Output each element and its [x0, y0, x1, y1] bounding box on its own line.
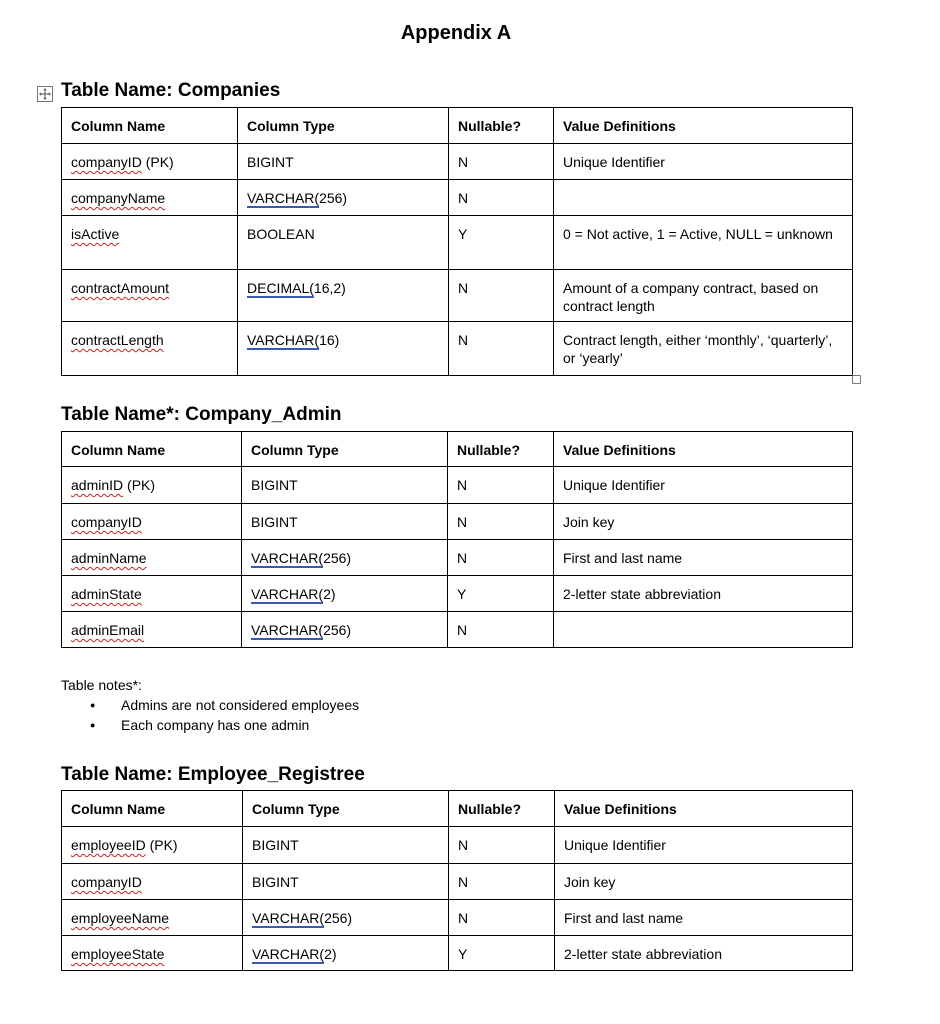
table-row: [62, 467, 853, 504]
table-row: [62, 827, 853, 864]
column-name-cell: [62, 900, 243, 936]
nullable-cell: N: [449, 180, 554, 216]
company-admin-table: [61, 431, 853, 648]
column-type-cell: [243, 827, 449, 864]
definition-cell: Unique Identifier: [554, 144, 853, 180]
nullable-cell: N: [449, 144, 554, 180]
nullable-cell: Y: [449, 216, 554, 270]
header-cell: Column Type: [242, 432, 448, 467]
column-type: BOOLEAN: [247, 226, 315, 242]
header-cell: Value Definitions: [555, 791, 853, 827]
column-name-cell: [62, 612, 242, 648]
column-type-link: DECIMAL(: [247, 280, 314, 296]
header-cell: Nullable?: [448, 432, 554, 467]
column-name-cell: [62, 216, 238, 270]
column-type-cell: [238, 180, 449, 216]
nullable-cell: N: [448, 612, 554, 648]
list-item: ● Admins are not considered employees: [61, 695, 359, 715]
column-type-cell: [242, 504, 448, 540]
table-row: [62, 180, 853, 216]
column-type-link: VARCHAR(: [251, 586, 324, 602]
column-name: companyID: [71, 514, 142, 530]
column-name: companyName: [71, 190, 166, 206]
nullable-cell: N: [448, 504, 554, 540]
definition-cell: First and last name: [554, 540, 853, 576]
table-row: [62, 144, 853, 180]
header-cell: Column Name: [62, 432, 242, 467]
table-title-companies: Table Name: Companies: [61, 80, 281, 101]
column-type-cell: [242, 576, 448, 612]
table-row: [62, 936, 853, 971]
column-type-link: VARCHAR(: [247, 190, 320, 206]
list-item: ● Each company has one admin: [61, 715, 359, 735]
column-type: BIGINT: [251, 477, 298, 493]
column-name: employeeState: [71, 946, 165, 962]
column-type: 256): [323, 550, 352, 566]
column-type-cell: [238, 216, 449, 270]
table-row: [62, 216, 853, 270]
column-name-cell: [62, 504, 242, 540]
notes-list: [61, 695, 359, 735]
notes-heading: Table notes*:: [61, 677, 142, 693]
column-type: BIGINT: [252, 837, 299, 853]
column-name-cell: [62, 467, 242, 504]
table-row: [62, 540, 853, 576]
column-name: employeeName: [71, 910, 170, 926]
table-row: [62, 270, 853, 322]
column-type-cell: [243, 936, 449, 971]
column-type-cell: [238, 322, 449, 376]
definition-cell: First and last name: [555, 900, 853, 936]
header-cell: Nullable?: [449, 108, 554, 144]
nullable-cell: N: [449, 322, 554, 376]
header-cell: Value Definitions: [554, 432, 853, 467]
column-name-cell: [62, 540, 242, 576]
nullable-cell: N: [449, 270, 554, 322]
header-cell: Column Type: [238, 108, 449, 144]
column-type-cell: [238, 144, 449, 180]
column-type-link: VARCHAR(: [252, 910, 325, 926]
nullable-cell: N: [449, 827, 555, 864]
column-name: adminEmail: [71, 622, 145, 638]
table-row: [62, 576, 853, 612]
column-type: BIGINT: [252, 874, 299, 890]
column-name-cell: [62, 864, 243, 900]
column-type-cell: [242, 467, 448, 504]
definition-cell: 0 = Not active, 1 = Active, NULL = unknown: [554, 216, 853, 270]
table-row: [62, 504, 853, 540]
definition-cell: Amount of a company contract, based on contract length: [554, 270, 853, 322]
column-name-cell: [62, 936, 243, 971]
nullable-cell: N: [448, 467, 554, 504]
column-name-cell: [62, 322, 238, 376]
column-type: 16): [319, 332, 340, 348]
column-type: 256): [323, 622, 352, 638]
definition-cell: Unique Identifier: [554, 467, 853, 504]
table-row: [62, 864, 853, 900]
column-type-cell: [242, 540, 448, 576]
column-type-link: VARCHAR(: [251, 622, 324, 638]
column-name: adminState: [71, 586, 142, 602]
header-cell: Value Definitions: [554, 108, 853, 144]
companies-table: [61, 107, 853, 376]
column-name: adminName: [71, 550, 147, 566]
pk-marker: (PK): [145, 837, 178, 853]
column-name: companyID: [71, 874, 142, 890]
column-name: isActive: [71, 226, 120, 242]
header-cell: Column Name: [62, 108, 238, 144]
table-title-company-admin: Table Name*: Company_Admin: [61, 404, 342, 425]
column-type-cell: [243, 900, 449, 936]
column-name-cell: [62, 180, 238, 216]
column-type: BIGINT: [247, 154, 294, 170]
header-cell: Nullable?: [449, 791, 555, 827]
column-type: BIGINT: [251, 514, 298, 530]
table-header-row: [62, 108, 853, 144]
column-type-link: VARCHAR(: [247, 332, 320, 348]
employee-registree-table: [61, 790, 853, 971]
column-name-cell: [62, 827, 243, 864]
table-header-row: [62, 432, 853, 467]
pk-marker: (PK): [123, 477, 156, 493]
table-title-employee-registree: Table Name: Employee_Registree: [61, 764, 365, 785]
definition-cell: Contract length, either ‘monthly’, ‘quarterly’, or ‘yearly’: [554, 322, 853, 376]
table-notes: [61, 675, 359, 735]
definition-cell: 2-letter state abbreviation: [555, 936, 853, 971]
column-type-link: VARCHAR(: [251, 550, 324, 566]
nullable-cell: Y: [448, 576, 554, 612]
column-type-link: VARCHAR(: [252, 946, 325, 962]
column-type: 2): [324, 946, 337, 962]
nullable-cell: N: [449, 900, 555, 936]
definition-cell: [554, 612, 853, 648]
definition-cell: 2-letter state abbreviation: [554, 576, 853, 612]
column-type: 256): [319, 190, 348, 206]
page-title: Appendix A: [400, 22, 512, 44]
column-name: employeeID: [71, 837, 146, 853]
table-row: [62, 322, 853, 376]
move-handle-icon[interactable]: [37, 86, 53, 102]
definition-cell: Join key: [555, 864, 853, 900]
column-type: 2): [323, 586, 336, 602]
column-name: adminID: [71, 477, 124, 493]
nullable-cell: N: [449, 864, 555, 900]
column-name-cell: [62, 576, 242, 612]
column-name-cell: [62, 144, 238, 180]
header-cell: Column Name: [62, 791, 243, 827]
column-type-cell: [238, 270, 449, 322]
nullable-cell: Y: [449, 936, 555, 971]
column-type-cell: [242, 612, 448, 648]
column-name-cell: [62, 270, 238, 322]
definition-cell: [554, 180, 853, 216]
column-name: contractAmount: [71, 280, 170, 296]
resize-handle-icon[interactable]: [852, 375, 861, 384]
column-name: contractLength: [71, 332, 164, 348]
table-row: [62, 900, 853, 936]
column-type-cell: [243, 864, 449, 900]
nullable-cell: N: [448, 540, 554, 576]
definition-cell: Join key: [554, 504, 853, 540]
column-type: 16,2): [313, 280, 346, 296]
definition-cell: Unique Identifier: [555, 827, 853, 864]
column-name: companyID: [71, 154, 142, 170]
header-cell: Column Type: [243, 791, 449, 827]
table-row: [62, 612, 853, 648]
table-header-row: [62, 791, 853, 827]
column-type: 256): [324, 910, 353, 926]
pk-marker: (PK): [141, 154, 174, 170]
